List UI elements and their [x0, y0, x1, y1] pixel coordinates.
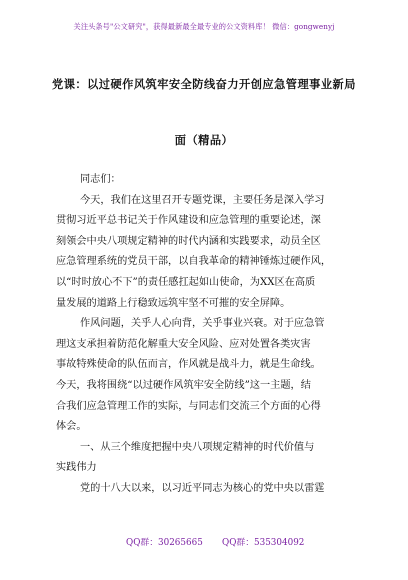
body-line: 作风问题，关乎人心向背，关乎事业兴衰。对于应急管 [80, 318, 325, 330]
body-line: 今天，我将围绕“以过硬作风筑牢安全防线”这一主题，结 [56, 379, 311, 391]
body-line: 应急管理系统的党员干部，以自我革命的精神锤炼过硬作风， [56, 256, 332, 268]
body-line: 事故特殊使命的队伍而言，作风就是战斗力，就是生命线。 [56, 359, 321, 371]
body-line: 合我们应急管理工作的实际，与同志们交流三个方面的心得 [56, 400, 321, 412]
body-line: 今天，我们在这里召开专题党课，主要任务是深入学习 [80, 194, 325, 206]
document-title-line-1: 党课：以过硬作风筑牢安全防线奋力开创应急管理事业新局 [52, 78, 356, 91]
footer-qq-group-1: QQ群：30265665 [126, 538, 203, 548]
body-line-salutation: 同志们： [80, 174, 121, 185]
document-title-line-2: 面（精品） [174, 134, 234, 147]
section-heading-line-1: 一、从三个维度把握中央八项规定精神的时代价值与 [80, 441, 315, 453]
body-line: 理这支承担着防范化解重大安全风险、应对处置各类灾害 [56, 338, 311, 350]
body-line: 体会。 [56, 421, 87, 433]
body-line: 刻领会中央八项规定精神的时代内涵和实践要求，动员全区 [56, 235, 321, 247]
body-line: 量发展的道路上行稳致远筑牢坚不可摧的安全屏障。 [56, 297, 291, 309]
section-heading-line-2: 实践伟力 [56, 462, 97, 474]
body-line: 党的十八大以来，以习近平同志为核心的党中央以雷霆 [80, 482, 325, 494]
body-line: 以“时时放心不下”的责任感扛起如山使命，为XX区在高质 [56, 276, 316, 288]
header-banner: 关注头条号"公文研究"，获得最新最全最专业的公文资料库！ 微信：gongwenyj [73, 22, 335, 31]
footer-qq-group-2: QQ群：535304092 [222, 538, 305, 548]
body-line: 贯彻习近平总书记关于作风建设和应急管理的重要论述，深 [56, 215, 321, 227]
document-body [56, 170, 356, 500]
